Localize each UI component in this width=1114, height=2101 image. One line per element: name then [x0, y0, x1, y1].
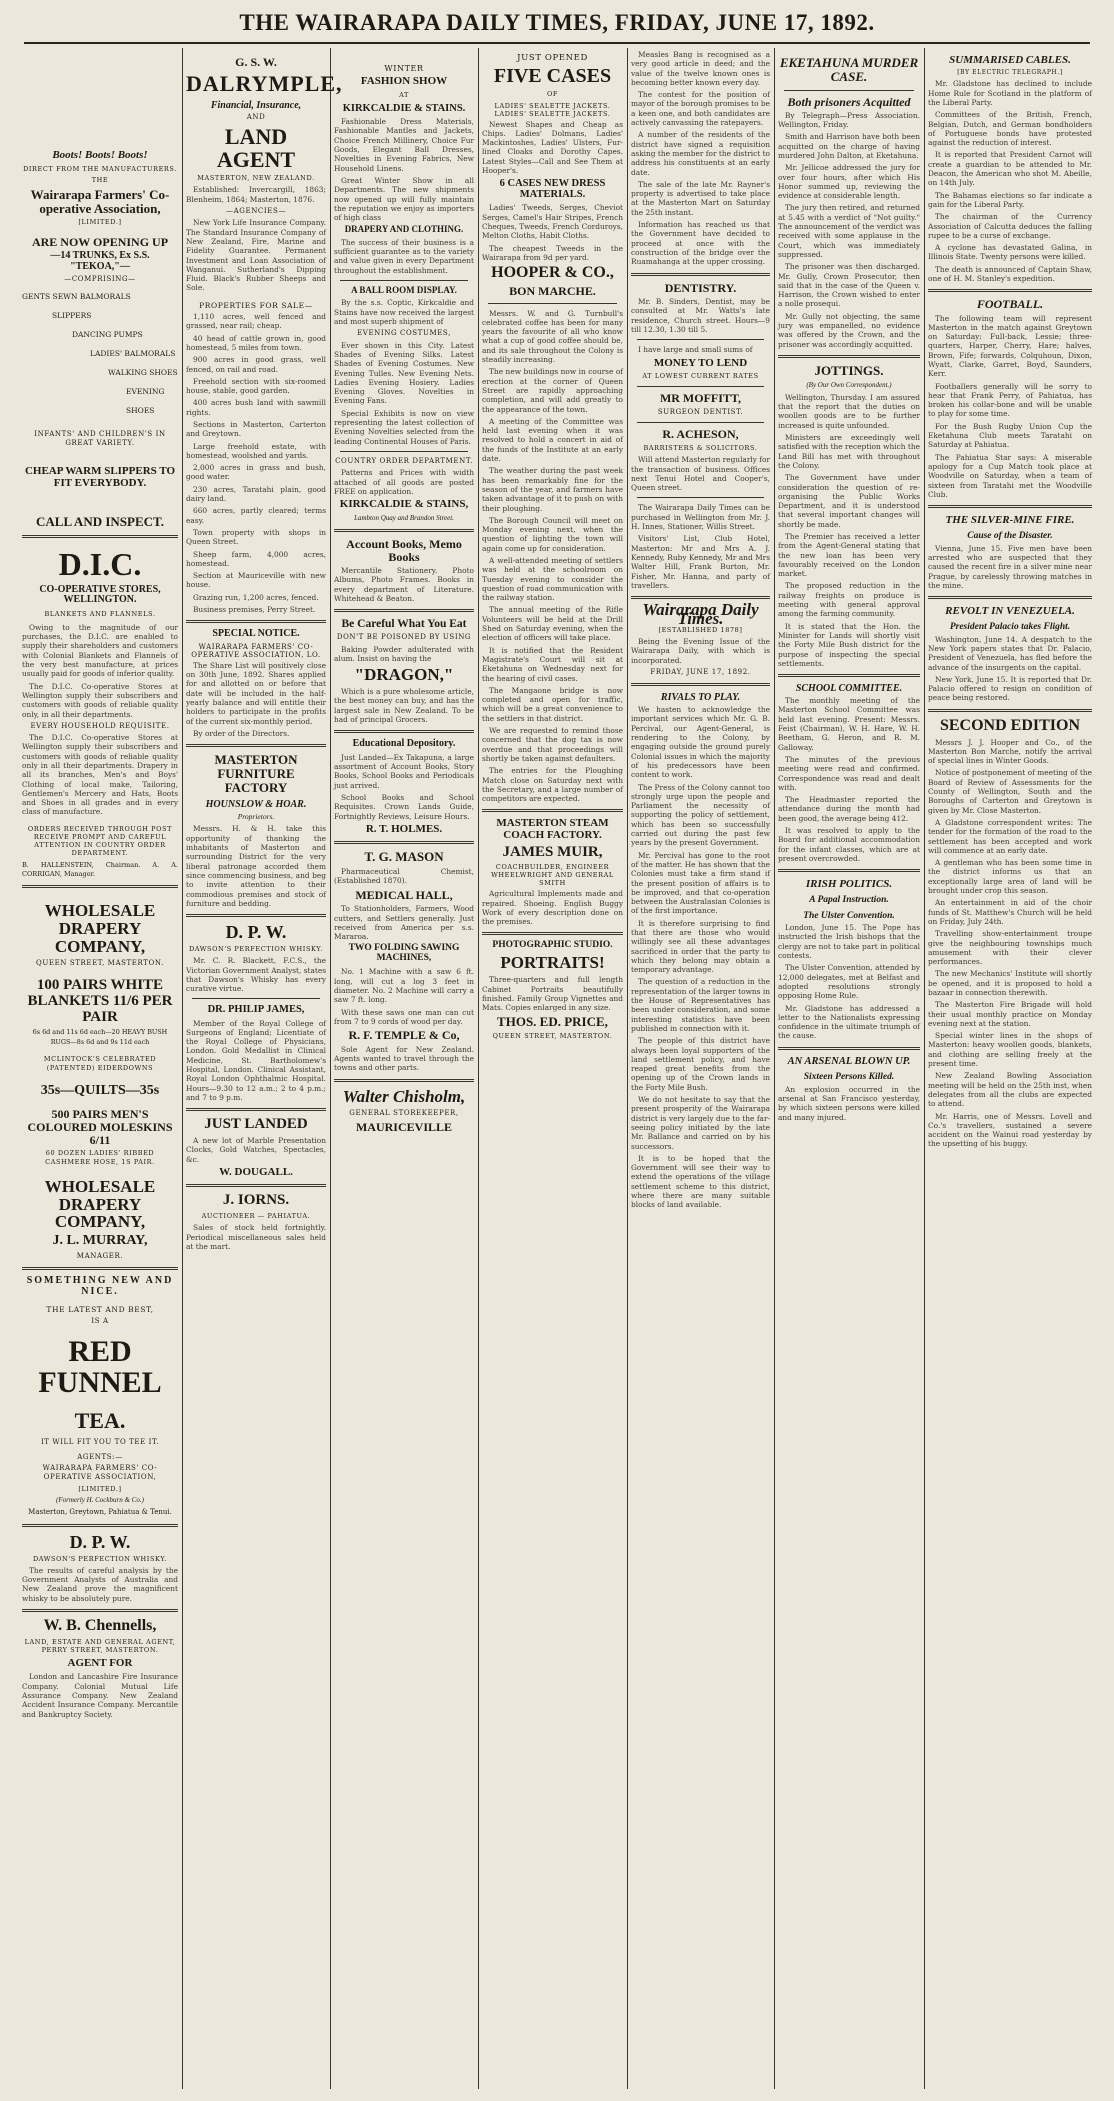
mason-name: T. G. MASON	[364, 849, 444, 865]
cheap-slippers: CHEAP WARM SLIPPERS TO FIT EVERYBODY.	[24, 465, 176, 489]
limited-line: [LIMITED.]	[78, 218, 122, 227]
list-item: GENTS SEWN BALMORALS	[22, 291, 131, 301]
second-edition: SECOND EDITION	[939, 716, 1081, 734]
dentistry-heading: DENTISTRY.	[664, 280, 737, 295]
ball-display: A BALL ROOM DISPLAY.	[351, 285, 457, 296]
sealette-jackets: LADIES' SEALETTE JACKETS. LADIES' SEALETTE JACKETS.	[494, 101, 611, 118]
ball-body: By the s.s. Coptic, Kirkcaldie and Stains have now received the largest and most superb shipment of	[334, 298, 474, 327]
irish-politics: IRISH POLITICS.	[805, 878, 893, 891]
revolt-venezuela: REVOLT IN VENEZUELA.	[945, 605, 1075, 618]
money-body: I have large and small sums of	[638, 345, 753, 355]
current-rates: AT LOWEST CURRENT RATES	[642, 372, 759, 381]
dragon-brand: "DRAGON,"	[354, 665, 454, 685]
queen-street: QUEEN STREET, MASTERTON.	[36, 958, 164, 967]
rivals-heading: RIVALS TO PLAY.	[660, 692, 741, 704]
dic-body: Owing to the magnitude of our purchases, the D.I.C. are enabled to supply their shareholders and customers with Colonial Blankets and Flannels of the very best manufacture, at prices usually paid for goods of inferior quality. The D.I.C. Co-operative Stores at Wellington supply their subscribers and customers with goods of reliable quality only, in all their departments.	[22, 622, 178, 719]
cables-body: Mr. Gladstone has declined to include Home Rule for Scotland in the platform of the Liberal Party. Committees of the British, French, Belgian, Dutch, and German bondholders of Portuguese bonds have protested against the reduction of interest. It is reported that President Carnot will create a guardian to be attended to Mr. Deacon, the American who shot M. Abeille, on 14th July. The Bahamas elections so far indicate a gain for the Liberal Party. The chairman of the Currency Association of Calcutta deduces the falling rupee to be a curse of exchange. A cyclone has devastated Galina, in Illinois State. Twenty persons were killed. The death is announced of Captain Shaw, one of H. M. Stanley's expedition.	[928, 79, 1092, 284]
winter-line: WINTER	[384, 64, 424, 73]
agent-body: London and Lancashire Fire Insurance Company. Colonial Mutual Life Assurance Company. New Zealand Accident Insurance Company. Mercantile and Bankruptcy Society.	[22, 1672, 178, 1719]
dalrymple-name: DALRYMPLE,	[186, 70, 343, 96]
masthead-rule	[24, 42, 1090, 44]
agencies-label: —AGENCIES—	[226, 207, 286, 216]
direct-line: DIRECT FROM THE MANUFACTURERS.	[23, 164, 177, 173]
iorns-name: J. IORNS.	[222, 1192, 290, 1209]
land-agent: LAND AGENT	[216, 123, 296, 173]
quilts-line: 35s—QUILTS—35s	[40, 1082, 160, 1098]
silver-mine-fire: THE SILVER-MINE FIRE.	[945, 514, 1075, 527]
dic-logo: D.I.C.	[58, 545, 142, 582]
column-rule	[924, 48, 925, 2089]
wdc-heading-2: WHOLESALE DRAPERY COMPANY,	[44, 1176, 156, 1232]
muir-body: Agricultural Implements made and repaired. Shoeing. English Buggy Work of every description done on the premises.	[482, 889, 623, 927]
signers-line: B. HALLENSTEIN, Chairman. A. A. CORRIGAN, Manager.	[22, 860, 178, 879]
fashion-show: FASHION SHOW	[360, 75, 448, 88]
wdc-heading: WHOLESALE DRAPERY COMPANY,	[44, 901, 156, 957]
column-7	[928, 50, 1092, 2089]
portraits-body: Three-quarters and full length Cabinet Portraits beautifully finished. Family Group Vignettes and Mats. Copies enlarged in any size.	[482, 975, 623, 1013]
chennells-name: W. B. Chennells,	[43, 1617, 157, 1635]
barristers-line: BARRISTERS & SOLICITORS.	[643, 443, 758, 452]
list-item: WALKING SHOES	[108, 367, 178, 377]
folding-machines: TWO FOLDING SAWING MACHINES,	[348, 943, 460, 964]
red-funnel-tea-logo: RED FUNNEL	[38, 1334, 162, 1400]
drapery-clothing: DRAPERY AND CLOTHING.	[344, 224, 464, 235]
is-a: IS A	[91, 1316, 109, 1325]
general-storekeeper: GENERAL STOREKEEPER,	[349, 1108, 459, 1117]
silver-body: Vienna, June 15. Five men have been arrested who are suspected that they caused the recent fire in a silver mine near Prague, by carelessly throwing matches in the mine.	[928, 543, 1092, 590]
just-opened: JUST OPENED	[517, 53, 588, 63]
moleskins-line: 500 PAIRS MEN'S COLOURED MOLESKINS 6/11	[27, 1107, 173, 1147]
kirkcaldie-stains: KIRKCALDIE & STAINS.	[342, 103, 466, 115]
column-rule	[330, 48, 331, 2089]
eketahuna-heading: EKETAHUNA MURDER CASE.	[779, 55, 919, 85]
dentistry-body: Mr. B. Sinders, Dentist, may be consulted at Mr. Watts's late residence, Church street. Hours—9 till 12.30, 1.30 till 5.	[631, 297, 770, 335]
educational-body: Just Landed—Ex Takapuna, a large assortment of Account Books, Story Books, School Books and Periodicals just arrived. School Books and School Requisites. Crown Lands Guide, Fortnightly Reviews, Leisure Hours.	[334, 752, 474, 821]
masthead: THE WAIRARAPA DAILY TIMES, FRIDAY, JUNE 17, 1892.	[239, 10, 875, 35]
eiderdowns-line: MCLINTOCK'S CELEBRATED (PATENTED) EIDERDOWNS	[43, 1055, 157, 1073]
careful-eat: Be Careful What You Eat	[341, 618, 467, 631]
papal-instruction: A Papal Instruction.	[809, 895, 889, 906]
palacio-flight: President Palacio takes Flight.	[949, 622, 1071, 633]
medical-body: To Stationholders, Farmers, Wood cutters, and Settlers generally. Just received from America per s.s. Mararoa.	[334, 904, 474, 942]
dateline: FRIDAY, JUNE 17, 1892.	[650, 667, 751, 676]
pahiatua-line: AUCTIONEER — PAHIATUA.	[201, 1212, 311, 1221]
portraits-heading: PORTRAITS!	[500, 953, 605, 973]
furniture-body: Messrs. H. & H. take this opportunity of thanking the inhabitants of Masterton and surrounding District for the very liberal patronage accorded them since commencing business, and beg to invite attention to their commodious premises and stock of furniture and bedding.	[186, 824, 326, 908]
properties-heading: PROPERTIES FOR SALE—	[199, 300, 313, 310]
football-heading: FOOTBALL.	[976, 297, 1044, 312]
comprising-line: —COMPRISING—	[64, 275, 136, 284]
james-muir: JAMES MUIR,	[502, 843, 603, 860]
sixteen-killed: Sixteen Persons Killed.	[803, 1072, 895, 1083]
dougall-name: W. DOUGALL.	[219, 1165, 293, 1178]
mason-body: Pharmaceutical Chemist, (Established 1870).	[334, 867, 474, 886]
cashmere-line: 60 DOZEN LADIES' RIBBED CASHMERE HOSE, 1S PAIR.	[45, 1149, 155, 1167]
thos-price: THOS. ED. PRICE,	[497, 1014, 608, 1030]
temple-body: Sole Agent for New Zealand. Agents wanted to travel through the towns and other parts.	[334, 1044, 474, 1073]
wairarapa-times-title: Wairarapa Daily Times.	[642, 600, 759, 629]
dpw-body: The results of careful analysis by the Government Analysts of Australia and New Zealand prove the magnificent whisky to be absolutely pure.	[22, 1565, 178, 1603]
call-inspect: CALL AND INSPECT.	[36, 514, 164, 530]
cause-disaster: Cause of the Disaster.	[967, 531, 1053, 542]
rugs-line: 6s 6d and 11s 6d each—20 HEAVY BUSH RUGS—8s 6d and 9s 11d each	[32, 1028, 168, 1046]
manager-line: MANAGER.	[76, 1251, 124, 1260]
careful-body: Baking Powder adulterated with alum. Insist on having the	[334, 644, 474, 663]
photo-studio: PHOTOGRAPHIC STUDIO.	[492, 940, 613, 951]
kirkcaldie-stains-2: KIRKCALDIE & STAINS,	[339, 498, 469, 511]
football-body: The following team will represent Masterton in the match against Greytown on Saturday: Full-back, Lessie; three-quarters, Harper, Cherry, Hare; halves, Brown, Fife; forwards, Colquhoun, Dixon, Wyatt, Clarke, Garret, Boyd, Saunders, Kerr. Footballers generally will be sorry to hear that Frank Perry, of Pahiatua, has broken his collar-bone and will be unable to play for some time. For the Bush Rugby Union Cup the Eketahuna Club meets Taratahi on Saturday at Pahiatua. The Pahiatua Star says: A miserable apology for a Cup Match took place at Woodville on Saturday, when a team of sixteen from Taratahi met the Woodville Club.	[928, 313, 1092, 499]
will-fit: IT WILL FIT YOU TO TEE IT.	[40, 1437, 160, 1446]
places-line: Masterton, Greytown, Pahiatua & Tenui.	[28, 1508, 172, 1517]
arsenal-heading: AN ARSENAL BLOWN UP.	[787, 1055, 911, 1067]
acheson-name: R. ACHESON,	[662, 427, 739, 442]
column-4	[482, 50, 623, 2089]
leader-article: We hasten to acknowledge the important services which Mr. G. B. Percival, our Agent-General, is rendering to the Colony, by engaging outside the ground purely Colonial issues in which the majority of his predecessors have been content to work. The Press of the Colony cannot too strongly urge upon the people and Parliament the necessity of supporting the policy of settlement, which has been so successfully carried out during the past few years by the present Government. Mr. Percival has gone to the root of the matter. He has shown that the Colonies must take a firm stand if the present position of affairs is to be improved, and that co-operation between the Australasian Colonies is of the first importance. It is therefore surprising to find that there are those who would willingly see all these advantages sacrificed in order that the party to which they belong may obtain a temporary advantage. The question of a reduction in the representation of the larger towns in the House of Representatives has been under consideration, and some interesting statistics have been published in connection with it. The people of this district have always been loyal supporters of the land settlement policy, and have reaped great benefits from the opening up of the Crown lands in the Forty Mile Bush. We do not hesitate to say that the present prosperity of the Wairarapa district is very largely due to the far-seeing policy initiated by the late Mr. Ballance and carried on by his successors. It is to be hoped that the Government will see their way to extend the operations of the village settlement scheme to this district, where there are many suitable blocks of land available.	[631, 705, 770, 1210]
twofold-body: No. 1 Machine with a saw 6 ft. long, will cut a log 3 feet in diameter. No. 2 Machine will carry a saw 7 ft. long. With these saws one man can cut from 7 to 9 cords of wood per day.	[334, 967, 474, 1026]
col4-news: Messrs. W. and G. Turnbull's celebrated coffee has been for many years the favourite of all who know what a cup of good coffee should be, and its sale throughout the Colony is steadily increasing. The new buildings now in course of erection at the corner of Queen Street are rapidly approaching completion, and will add greatly to the appearance of the town. A meeting of the Committee was held last evening when it was resolved to hold a concert in aid of the funds of the Institute at an early date. The weather during the past week has been remarkably fine for the season of the year, and farmers have taken advantage of it to push on with their ploughing. The Borough Council will meet on Monday evening next, when the question of lighting the town will again come up for consideration. A well-attended meeting of settlers was held at the schoolroom on Tuesday evening to consider the question of road communication with the railway station. The annual meeting of the Rifle Volunteers will be held at the Drill Shed on Saturday evening, when the election of officers will take place. It is notified that the Resident Magistrate's Court will sit at Eketahuna on Wednesday next for the hearing of civil cases. The Mangaone bridge is now completed and open for traffic, which will be a great convenience to the settlers in that district. We are requested to remind those concerned that the dog tax is now overdue and that proceedings will shortly be taken against defaulters. The entries for the Ploughing Match close on Saturday next with the Secretary, and a large number of competitors are expected.	[482, 308, 623, 804]
column-rule	[478, 48, 479, 2089]
mauriceville-line: MAURICEVILLE	[355, 1119, 452, 1134]
poisoned-line: DON'T BE POISONED BY USING	[336, 633, 472, 642]
chennells-sub: LAND, ESTATE AND GENERAL AGENT, PERRY STREET, MASTERTON.	[24, 1637, 176, 1654]
revolt-body: Washington, June 14. A despatch to the New York papers states that Dr. Palacio, President of Venezuela, has fled before the advance of the insurgents on the capital. New York, June 15. It is reported that Dr. Palacio offered to resign on condition of peace being restored.	[928, 634, 1092, 703]
hounslow-hoar: HOUNSLOW & HOAR.	[205, 799, 307, 811]
murray-name: J. L. MURRAY,	[52, 1233, 148, 1249]
trunks-line: —14 TRUNKS, Ex S.S. "TEKOA,"—	[50, 250, 150, 272]
blankets-price: 100 PAIRS WHITE BLANKETS 11/6 PER PAIR	[27, 977, 173, 1025]
association-name: Wairarapa Farmers' Co-operative Association,	[30, 187, 170, 216]
evening-body: Ever shown in this City. Latest Shades of Evening Silks. Latest Shades of Evening Costumes. New Evening Tulles. New Evening Nets. Ladies Evening Hosiery. Ladies Evening Gloves. Novelties in Evening Fans. Special Exhibits is now on view representing the latest collection of Evening Novelties selected from the leading Continental Houses of Paris.	[334, 340, 474, 446]
steam-coach-factory: MASTERTON STEAM COACH FACTORY.	[496, 817, 609, 841]
dragon-body: Which is a pure wholesome article, the best money can buy, and has the largest sale in New Zealand. To be had of principal Grocers.	[334, 687, 474, 725]
school-committee: SCHOOL COMMITTEE.	[795, 683, 903, 695]
evening-costumes: EVENING COSTUMES,	[357, 329, 451, 338]
dpw-sub: DAWSON'S PERFECTION WHISKY.	[32, 1554, 168, 1563]
wfca-limited: [LIMITED.]	[78, 1484, 122, 1493]
gown-body: Ladies' Tweeds, Serges, Cheviot Serges, Camel's Hair Stripes, French Cheques, Tweeds, French Corduroys, Melton Cloths, Habit Cloths. The cheapest Tweeds in the Wairarapa from 9d per yard.	[482, 203, 623, 262]
acquitted-heading: Both prisoners Acquitted	[787, 94, 911, 109]
lambton-quay: Lambton Quay and Brandon Street.	[354, 513, 454, 522]
boots-heading: Boots! Boots! Boots!	[52, 149, 148, 161]
queen-street-2: QUEEN STREET, MASTERTON.	[492, 1032, 613, 1041]
properties-list: 1,110 acres, well fenced and grassed, near rail; cheap. 40 head of cattle grown in, good homestead, 5 miles from town. 900 acres in good grass, well fenced, on rail and road. Freehold section with six-roomed house, stable, good garden. 400 acres bush land with sawmill rights. Sections in Masterton, Carterton and Greytown. Large freehold estate, with homestead, woolshed and yards. 2,000 acres in grass and bush, good water. 230 acres, Taratahi plain, good dairy land. 660 acres, partly cleared; terms easy. Town property with shops in Queen Street. Sheep farm, 4,000 acres, homestead. Section at Mauriceville with new house. Grazing run, 1,200 acres, fenced. Business premises, Perry Street.	[186, 312, 326, 615]
the-line: THE	[91, 175, 109, 184]
iorns-body: Sales of stock held fortnightly. Periodical miscellaneous sales held at the mart.	[186, 1223, 326, 1251]
blankets-line: BLANKETS AND FLANNELS.	[44, 609, 156, 618]
at-line: AT	[399, 90, 409, 99]
five-cases: FIVE CASES	[493, 65, 612, 88]
jottings-body: Wellington, Thursday. I am assured that the report that the duties on woollen goods are to be further increased is quite unfounded. Ministers are exceedingly well satisfied with the reception which the Land Bill has met with throughout the Colony. The Government have under consideration the question of re-organising the Public Works Department, and it is understood that several important changes will shortly be made. The Premier has received a letter from the Agent-General stating that the new loan has been very favourably received on the London market. The proposed reduction in the railway freights on produce is meeting with general approval among the farming community. It is stated that the Hon. the Minister for Lands will shortly visit the Forty Mile Bush district for the purpose of inspecting the special settlements.	[778, 392, 920, 668]
bon-marche: BON MARCHE.	[509, 283, 596, 298]
philip-body: Member of the Royal College of Surgeons of England; Licentiate of the Royal College of Physicians, London. Gold Medallist in Clinical Medicine, St. Bartholomew's Hospital, London. Clinical Assistant, Royal London Ophthalmic Hospital. Hours—9.30 to 12 a.m.; 2 to 4 p.m.; and 7 to 9 p.m.	[186, 1018, 326, 1102]
column-rule	[627, 48, 628, 2089]
account-body: Mercantile Stationery. Photo Albums, Photo Frames. Books in every department of Literature. Whitehead & Beaton.	[334, 566, 474, 604]
murder-article: By Telegraph—Press Association. Wellington, Friday. Smith and Harrison have both been acquitted on the charge of having murdered John Dalton, at Eketahuna. Mr. Jellicoe addressed the jury for over four hours, after which His Honor summed up, reviewing the evidence at considerable length. The jury then retired, and returned at 5.45 with a verdict of "Not guilty." The announcement of the verdict was received with some applause in the Court, which was immediately suppressed. The prisoner was then discharged. Mr. Gully, Crown Prosecutor, then said that in the case of the Queen v. Harrison, the Crown wished to enter a nolle prosequi. Mr. Gully not objecting, the same jury was empanelled, no evidence was offered by the Crown, and the prisoner was accordingly acquitted.	[778, 110, 920, 349]
latest-best: THE LATEST AND BEST,	[46, 1305, 154, 1315]
column-2	[186, 50, 343, 2089]
and-line: AND	[246, 112, 266, 121]
column-6	[778, 50, 920, 2089]
established-line: [ESTABLISHED 1878]	[658, 625, 743, 634]
temple-name: R. F. TEMPLE & Co,	[348, 1028, 460, 1043]
hooper-name: HOOPER & CO.,	[491, 264, 614, 282]
irish-body: London, June 15. The Pope has instructed the Irish bishops that the clergy are not to take part in political contests. The Ulster Convention, attended by 12,000 delegates, met at Belfast and adopted resolutions strongly opposing Home Rule. Mr. Gladstone has addressed a letter to the Nationalists expressing confidence in the ultimate triumph of the cause.	[778, 923, 920, 1041]
wfca-name: WAIRARAPA FARMERS' CO-OPERATIVE ASSOCIATION,	[42, 1464, 158, 1482]
list-item: EVENING SHOES	[126, 386, 165, 415]
dpw-sub-2: DAWSON'S PERFECTION WHISKY.	[188, 945, 324, 953]
educational-depository: Educational Depository.	[352, 738, 456, 750]
column-3	[334, 50, 474, 2089]
list-item: SLIPPERS	[52, 310, 92, 320]
just-landed: JUST LANDED	[204, 1116, 308, 1133]
list-item: DANCING PUMPS	[72, 329, 143, 339]
furniture-factory: MASTERTON FURNITURE FACTORY	[214, 752, 298, 795]
ulster-convention: The Ulster Convention.	[803, 910, 895, 921]
walter-chisholm: Walter Chisholm,	[342, 1086, 466, 1106]
second-body: Messrs J. J. Hooper and Co., of the Masterton Bon Marche, notify the arrival of special lines in Winter Goods. Notice of postponement of meeting of the Board of Review of Assessments for the County of Wellington, South and the Boroughs of Carterton and Greytown is given by Mr. Close Masterton. A Gladstone correspondent writes: The tender for the formation of the road to the settlement has been accepted and work will commence at an early date. A gentleman who has been some time in the district informs us that an exceptionally large area of land will be brought under crop this season. An entertainment in aid of the choir funds of St. Matthew's Church will be held on Friday, July 24th. Travelling show-entertainment troupe give the neighbouring townships much amusement with their clever performances. The new Mechanics' Institute will shortly be opened, and it is proposed to hold a bazaar in connection therewith. The Masterton Fire Brigade will hold their usual monthly practice on Monday evening next at the station. Special winter lines in the shops of Masterton: heavy woollen goods, blankets, and clothing are selling freely at the present time. New Zealand Bowling Association meeting will be held on the 25th inst, when delegates from all the clubs are expected to attend. Mr. Harris, one of Messrs. Lovell and Co.'s travellers, sustained a severe accident on the Wainui road yesterday by the upsetting of his buggy.	[928, 737, 1092, 1149]
holmes-name: R. T. HOLMES.	[365, 822, 443, 835]
wfca-notice: WAIRARAPA FARMERS' CO-OPERATIVE ASSOCIATION, LO.	[191, 642, 321, 659]
coachbuilder-line: COACHBUILDER, ENGINEER WHEELWRIGHT AND GENERAL SMITH	[491, 863, 614, 888]
agent-for: AGENT FOR	[67, 1656, 133, 1669]
moffitt-name: MR MOFFITT,	[659, 391, 742, 406]
school-body: The monthly meeting of the Masterton School Committee was held last evening. Present: Messrs. Feist (Chairman), W. H. Hare, W. H. Beetham, G. Heron, and R. M. Galloway. The minutes of the previous meeting were read and confirmed. Correspondence was read and dealt with. The Headmaster reported the attendance during the month had been good, the average being 412. It was resolved to apply to the Board for additional accommodation for the infant classes, which are at present overcrowded.	[778, 696, 920, 863]
masterton-line: MASTERTON, NEW ZEALAND.	[197, 174, 315, 183]
dpw-body-2: Mr. C. R. Blackett, F.C.S., the Victorian Government Analyst, states that Dawson's Whisky has every curative virtue.	[186, 956, 327, 994]
dic-body-2: The D.I.C. Co-operative Stores at Wellington supply their subscribers and customers with goods of reliable quality only in all their departments. Drapery in all its branches, Men's and Boys' Clothing of local make, Tailoring, Gentlemen's Mercery and Hats, Boots and Shoes in all grades and in every class of manufacture.	[22, 733, 178, 817]
formerly-line: (Formerly H. Cockburn & Co.)	[56, 1496, 144, 1505]
dpw-heading: D. P. W.	[69, 1531, 131, 1552]
surgeon-dentist: SURGEON DENTIST.	[657, 408, 744, 417]
dress-materials: 6 CASES NEW DRESS MATERIALS.	[499, 178, 606, 201]
orders-line: ORDERS RECEIVED THROUGH POST RECEIVE PROMPT AND CAREFUL ATTENTION IN COUNTRY ORDER DEPARTMENT.	[27, 824, 173, 857]
establish-body: Being the Evening Issue of the Wairarapa Daily, with which is incorporated.	[631, 636, 770, 665]
by-own-correspondent: (By Our Own Correspondent.)	[806, 380, 892, 389]
column-rule	[182, 48, 183, 2089]
household-line: EVERY HOUSEHOLD REQUISITE.	[30, 721, 170, 730]
financial-line: Financial, Insurance,	[210, 99, 302, 111]
kirk-body: Fashionable Dress Materials, Fashionable Mantles and Jackets, Choice French Millinery, Choice Fur Goods, Elegant Ball Dresses, Novelties in Evening Fabrics, New Household Linens. Great Winter Show in all Departments. The new shipments now opened up will fully maintain the reputation we enjoy as importers of high class	[334, 117, 474, 223]
proprietors-line: Proprietors.	[237, 812, 275, 822]
medical-hall: MEDICAL HALL,	[355, 887, 453, 902]
money-to-lend: MONEY TO LEND	[653, 356, 748, 369]
justlanded-body: A new lot of Marble Presentation Clocks, Gold Watches, Spectacles, &c.	[186, 1135, 326, 1164]
by-telegraph: [BY ELECTRIC TELEGRAPH.]	[957, 69, 1063, 77]
opening-heading: ARE NOW OPENING UP	[31, 234, 169, 249]
column-1	[22, 50, 178, 2089]
column-rule	[774, 48, 775, 2089]
drapery-body: The success of their business is a sufficient guarantee as to the variety and value given in every Department throughout the establishment.	[334, 237, 474, 275]
country-dept: COUNTRY ORDER DEPARTMENT.	[335, 456, 473, 465]
jackets-body: Newest Shapes and Cheap as Chips. Ladies' Dolmans, Ladies' Mackintoshes, Ladies' Ulsters, Fur-lined Cloaks and Dorothy Capes. Latest Styles—Call and See Them at Hooper's.	[482, 119, 623, 176]
something-new: SOMETHING NEW AND NICE.	[26, 1275, 174, 1297]
special-body: The Share List will positively close on 30th June, 1892. Shares applied for and allotted on or before that date will be included in the half-yearly balance and will entitle their holders to participate in the profits of the current six-monthly period. By order of the Directors.	[186, 660, 326, 738]
tea-word: TEA.	[74, 1407, 126, 1433]
boots-list	[22, 287, 178, 420]
dpw-heading-2: D. P. W.	[225, 922, 287, 943]
arsenal-body: An explosion occurred in the arsenal at San Francisco yesterday, by which sixteen persons were killed and many injured.	[778, 1084, 920, 1122]
list-item: LADIES' BALMORALS	[90, 348, 176, 358]
dalrymple-body: Established: Invercargill, 1863; Blenheim, 1864; Masterton, 1876.	[186, 185, 326, 204]
summarised-cables: SUMMARISED CABLES.	[949, 54, 1071, 66]
account-books: Account Books, Memo Books	[346, 536, 462, 564]
agencies-body: New York Life Insurance Company. The Standard Insurance Company of New Zealand, Fire, Marine and Fidelity Guarantee. Permanent Investment and Loan Association of Wanganui. Sutherland's Dipping Fluid. Black's Rubber Sheeps and Sole.	[186, 218, 326, 293]
gsw-heading: G. S. W.	[235, 55, 277, 69]
country-body: Patterns and Prices with width attached of all goods are posted FREE on application.	[334, 468, 474, 496]
acheson-body: Will attend Masterton regularly for the transaction of business. Offices next Tenui Hotel and Cooper's, Queen street.	[631, 455, 770, 493]
philip-james: DR. PHILIP JAMES,	[207, 1004, 305, 1016]
agents-label: AGENTS:—	[77, 1452, 123, 1461]
infants-line: INFANTS' AND CHILDREN'S IN GREAT VARIETY.	[34, 429, 166, 447]
times-notice: The Wairarapa Daily Times can be purchased in Wellington from Mr. J. H. Innes, Stationer, Willis Street. Visitors' List, Club Hotel, Masterton: Mr and Mrs A. J. Kennedy, Ruby Kennedy, Mr and Mrs Walter Hill, Frank Burton, Mr. Fisher, Mr. Hanna, and party of travellers.	[631, 503, 770, 590]
special-notice: SPECIAL NOTICE.	[212, 628, 300, 640]
jottings-heading: JOTTINGS.	[814, 362, 884, 378]
dic-subtitle: CO-OPERATIVE STORES, WELLINGTON.	[39, 583, 161, 606]
column-5	[631, 50, 770, 2089]
col5-top: Measles Bang is recognised as a very good article in deed; and the value of the twelve known ones is becoming better known every day. The contest for the position of mayor of the borough promises to be a keen one, and both candidates are actively canvassing the ratepayers. A number of the residents of the district have signed a requisition asking the member for the district to address his constituents at an early date. The sale of the late Mr. Rayner's property is advertised to take place at the Masterton Mart on Saturday the 25th instant. Information has reached us that the Government have decided to proceed at once with the construction of the bridge over the Ruamahanga at the upper crossing.	[631, 50, 770, 267]
of-line: OF	[546, 90, 559, 99]
